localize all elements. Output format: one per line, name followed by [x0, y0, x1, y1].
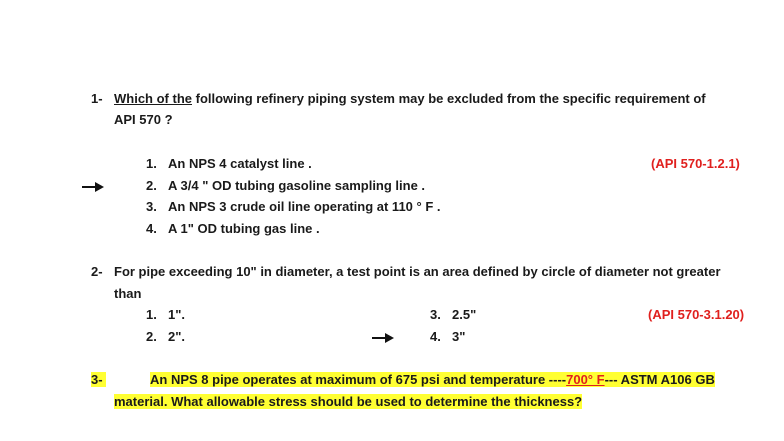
- q2-option-1: [146, 307, 185, 322]
- q2-option-4-text: 3": [452, 329, 466, 344]
- q2-option-3-num: 3.: [430, 307, 441, 322]
- q2-reference: (API 570-3.1.20): [648, 307, 745, 322]
- q1-line1: [114, 91, 706, 106]
- right-arrow-icon: [372, 332, 394, 344]
- q1-reference: (API 570-1.2.1): [651, 156, 740, 171]
- q1-option-4-num: 4.: [146, 221, 157, 236]
- q1-option-3-text: An NPS 3 crude oil line operating at 110 ° F .: [168, 199, 441, 214]
- q2-line2: than: [114, 286, 142, 301]
- q1-option-1: [146, 156, 312, 171]
- q3-line1: [150, 372, 715, 387]
- q3-line2: material. What allowable stress should be used to determine the thickness?: [114, 394, 583, 409]
- q1-option-4: [146, 221, 320, 236]
- q2-line1: For pipe exceeding 10" in diameter, a test point is an area defined by circle of diameter not greater: [114, 264, 721, 279]
- q1-option-2: [146, 178, 425, 193]
- q1-number: 1-: [91, 91, 103, 106]
- q1-option-1-text: An NPS 4 catalyst line .: [168, 156, 312, 171]
- q2-option-2: [146, 329, 185, 344]
- q2-option-2-text: 2".: [168, 329, 186, 344]
- q3-line1-a: An NPS 8 pipe operates at maximum of 675 psi and temperature ----: [150, 372, 567, 387]
- q2-option-3-text: 2.5": [452, 307, 477, 322]
- q3-line1-b: --- ASTM A106 GB: [604, 372, 715, 387]
- q2-option-2-num: 2.: [146, 329, 157, 344]
- q3-temperature: 700° F: [566, 372, 605, 387]
- q1-option-1-num: 1.: [146, 156, 157, 171]
- q2-option-1-text: 1".: [168, 307, 186, 322]
- q1-line2: API 570 ?: [114, 112, 173, 127]
- q1-lead-underlined: Which of the: [114, 91, 192, 106]
- q1-lead-rest: following refinery piping system may be excluded from the specific requirement of: [192, 91, 706, 106]
- q1-option-3: [146, 199, 441, 214]
- q2-number: 2-: [91, 264, 103, 279]
- q2-option-3: [430, 307, 476, 322]
- q2-option-4-num: 4.: [430, 329, 441, 344]
- q2-option-1-num: 1.: [146, 307, 157, 322]
- right-arrow-icon: [82, 181, 104, 193]
- cut-off-line: [0, 432, 784, 441]
- q2-option-4: [430, 329, 465, 344]
- q3-number: 3-: [91, 372, 106, 387]
- q1-option-2-num: 2.: [146, 178, 157, 193]
- q1-option-4-text: A 1" OD tubing gas line .: [168, 221, 320, 236]
- q1-option-2-text: A 3/4 " OD tubing gasoline sampling line .: [168, 178, 426, 193]
- q1-option-3-num: 3.: [146, 199, 157, 214]
